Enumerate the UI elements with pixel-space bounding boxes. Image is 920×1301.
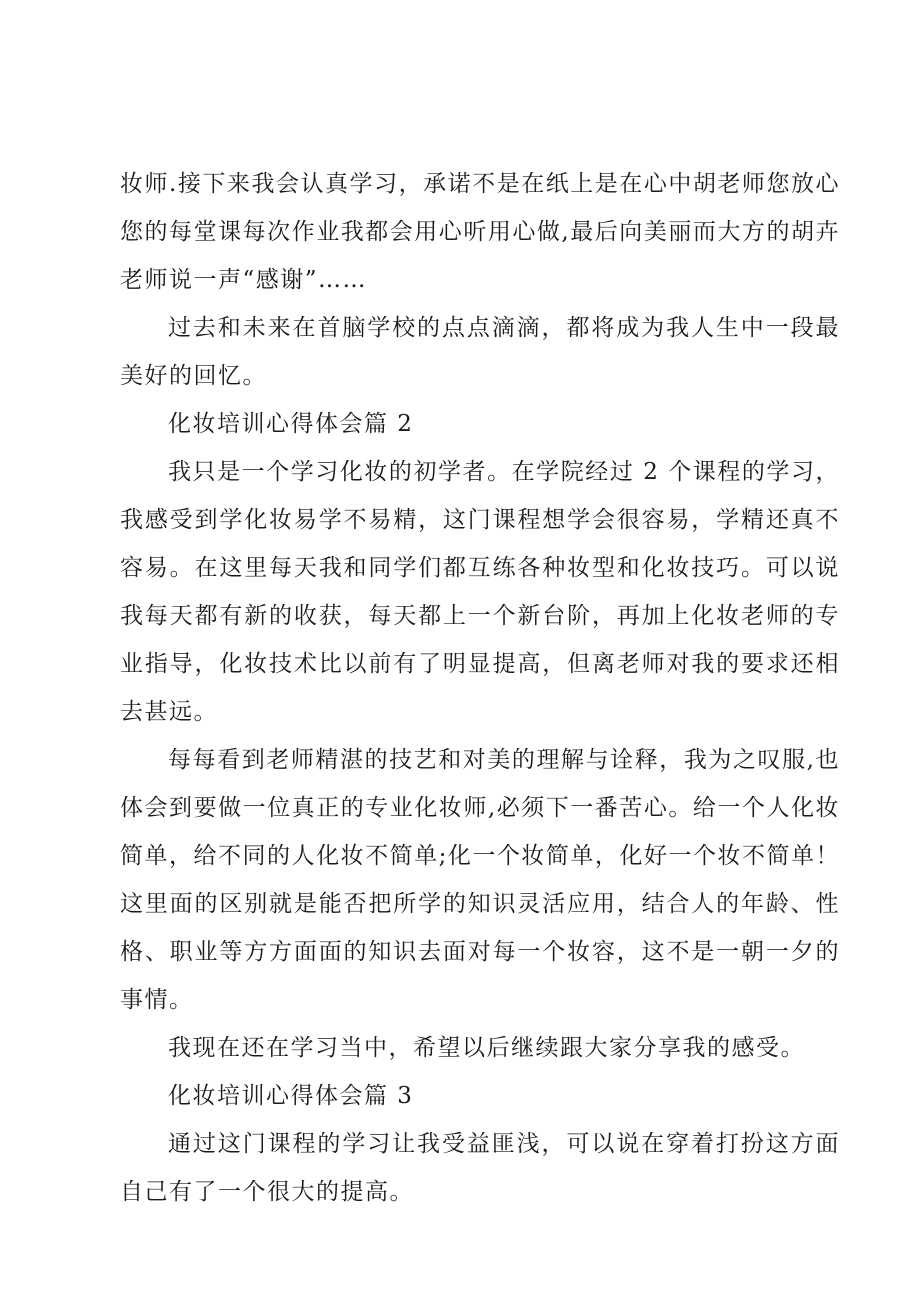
document-body [120,160,840,1216]
body-paragraph: 过去和未来在首脑学校的点点滴滴，都将成为我人生中一段最美好的回忆。 [120,315,840,389]
section-heading: 化妆培训心得体会篇 2 [168,411,414,437]
body-paragraph: 每每看到老师精湛的技艺和对美的理解与诠释，我为之叹服,也体会到要做一位真正的专业化妆师,必须下一番苦心。给一个人化妆简单，给不同的人化妆不简单;化一个妆简单，化好一个妆不简单！这里面的区别就是能否把所学的知识灵活应用，结合人的年龄、性格、职业等方方面面的知识去面对每一个妆容，这不是一朝一夕的事情。 [120,747,840,1013]
section-heading: 化妆培训心得体会篇 3 [168,1083,414,1109]
continuation-paragraph: 妆师.接下来我会认真学习，承诺不是在纸上是在心中胡老师您放心您的每堂课每次作业我都会用心听用心做,最后向美丽而大方的胡卉老师说一声“感谢”…… [120,171,840,293]
body-paragraph: 我现在还在学习当中，希望以后继续跟大家分享我的感受。 [168,1035,805,1061]
body-paragraph: 通过这门课程的学习让我受益匪浅，可以说在穿着打扮这方面自己有了一个很大的提高。 [120,1131,840,1205]
body-paragraph: 我只是一个学习化妆的初学者。在学院经过 2 个课程的学习，我感受到学化妆易学不易精，这门课程想学会很容易，学精还真不容易。在这里每天我和同学们都互练各种妆型和化妆技巧。可以说我每天都有新的收获，每天都上一个新台阶，再加上化妆老师的专业指导，化妆技术比以前有了明显提高，但离老师对我的要求还相去甚远。 [120,459,840,725]
